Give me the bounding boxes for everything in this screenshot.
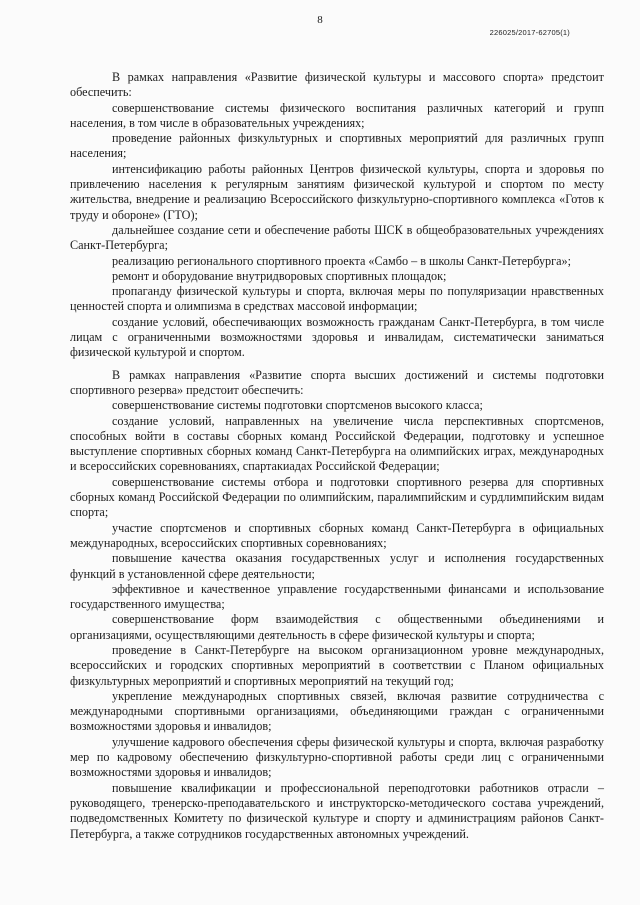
- paragraph: ремонт и оборудование внутридворовых спортивных площадок;: [112, 268, 447, 283]
- paragraph: создание условий, обеспечивающих возможность гражданам Санкт-Петербурга, в том числе лицам с ограниченными возможностями здоровья и инвалидам, систематически заниматься физической культурой и спортом.: [70, 314, 604, 360]
- document-body: [70, 70, 604, 842]
- paragraph: проведение в Санкт-Петербурге на высоком организационном уровне международных, всероссийских и городских спортивных мероприятий в соответствии с Планом официальных физкультурных мероприятий и спортивных мероприятий на текущий год;: [70, 642, 604, 688]
- paragraph: В рамках направления «Развитие физической культуры и массового спорта» предстоит обеспечить:: [70, 70, 604, 100]
- paragraph: улучшение кадрового обеспечения сферы физической культуры и спорта, включая разработку мер по кадровому обеспечению физкультурно-спортивной работы среди лиц с ограниченными возможностями здоровья и инвалидов;: [70, 734, 604, 780]
- section-gap: [70, 361, 604, 368]
- paragraph: совершенствование форм взаимодействия с общественными объединениями и организациями, осуществляющими деятельность в сфере физической культуры и спорта;: [70, 612, 604, 642]
- paragraph: пропаганду физической культуры и спорта, включая меры по популяризации нравственных ценностей спорта и олимпизма в средствах массовой информации;: [70, 284, 604, 314]
- paragraph: В рамках направления «Развитие спорта высших достижений и системы подготовки спортивного резерва» предстоит обеспечить:: [70, 367, 604, 397]
- paragraph: интенсификацию работы районных Центров физической культуры, спорта и здоровья по привлечению населения к регулярным занятиям физической культурой и спортом по месту жительства, внедрение и реализацию Всероссийского физкультурно-спортивного комплекса «Готов к труду и обороне» (ГТО);: [70, 161, 604, 222]
- paragraph: укрепление международных спортивных связей, включая развитие сотрудничества с международными спортивными организациями, объединяющими граждан с ограниченными возможностями здоровья и инвалидов;: [70, 688, 604, 734]
- paragraph: повышение квалификации и профессиональной переподготовки работников отрасли – руководящего, тренерско-преподавательского и инструкторско-методического состава учреждений, подведомственных Комитету по физической культуре и спорту и администрациям районов Санкт-Петербурга, а также сотрудников государственных автономных учреждений.: [70, 780, 604, 841]
- paragraph: совершенствование системы физического воспитания различных категорий и групп населения, в том числе в образовательных учреждениях;: [70, 100, 604, 130]
- paragraph: участие спортсменов и спортивных сборных команд Санкт-Петербурга в официальных международных, всероссийских спортивных соревнованиях;: [70, 520, 604, 550]
- paragraph: проведение районных физкультурных и спортивных мероприятий для различных групп населения;: [70, 131, 604, 161]
- paragraph: реализацию регионального спортивного проекта «Самбо – в школы Санкт-Петербурга»;: [112, 253, 572, 268]
- paragraph: совершенствование системы отбора и подготовки спортивного резерва для спортивных сборных команд Российской Федерации по олимпийским, паралимпийским и сурдлимпийским видам спорта;: [70, 474, 604, 520]
- paragraph: эффективное и качественное управление государственными финансами и использование государственного имущества;: [70, 581, 604, 612]
- paragraph: создание условий, направленных на увеличение числа перспективных спортсменов, способных войти в составы сборных команд Российской Федерации, подготовку и успешное выступление спортивных сборных команд Санкт-Петербурга на олимпийских играх, международных и всероссийских соревнованиях, спартакиадах Российской Федерации;: [70, 413, 604, 474]
- document-id: 226025/2017-62705(1): [489, 28, 570, 37]
- paragraph: повышение качества оказания государственных услуг и исполнения государственных функций в установленной сфере деятельности;: [70, 551, 604, 581]
- page-number: 8: [317, 14, 323, 26]
- paragraph: дальнейшее создание сети и обеспечение работы ШСК в общеобразовательных учреждениях Санкт-Петербурга;: [70, 222, 604, 253]
- paragraph: совершенствование системы подготовки спортсменов высокого класса;: [112, 398, 483, 413]
